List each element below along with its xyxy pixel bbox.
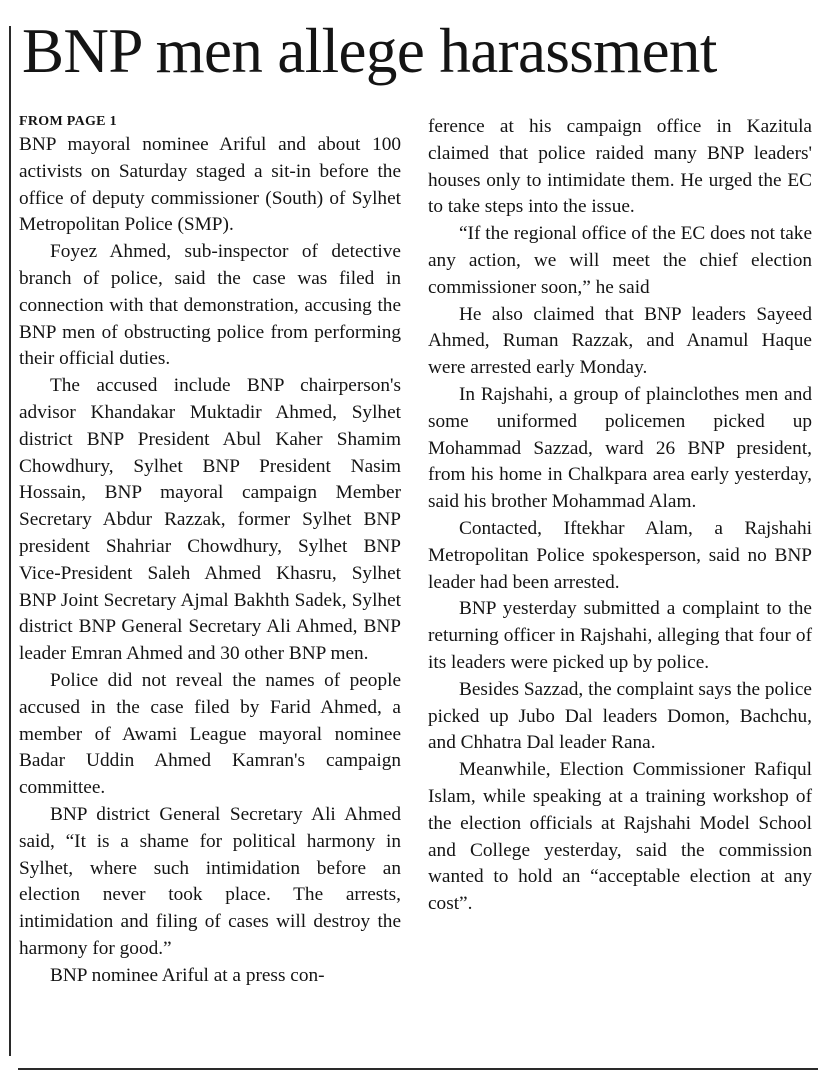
paragraph: Contacted, Iftekhar Alam, a Rajshahi Metropolitan Police spokesperson, said no BNP leader had been arrested. (428, 517, 812, 593)
paragraph: BNP yesterday submitted a complaint to the returning officer in Rajshahi, alleging that four of its leaders were picked up by police. (428, 598, 812, 673)
paragraph: In Rajshahi, a group of plainclothes men and some uniformed policemen picked up Mohammad Sazzad, ward 26 BNP president, from his home in Chalkpara area early yesterday, said his brother Mohammad Alam. (428, 383, 812, 513)
bottom-rule (18, 1068, 818, 1070)
article-column-right (428, 114, 812, 918)
paragraph: Besides Sazzad, the complaint says the police picked up Jubo Dal leaders Domon, Bachchu, and Chhatra Dal leader Rana. (428, 678, 812, 754)
paragraph: Meanwhile, Election Commissioner Rafiqul Islam, while speaking at a training workshop of the election officials at Rajshahi Model School and College yesterday, said the commission wanted to hold an “acceptable election at any cost”. (428, 759, 812, 915)
headline: BNP men allege harassment (22, 16, 717, 86)
paragraph: Foyez Ahmed, sub-inspector of detective branch of police, said the case was filed in connection with that demonstration, accusing the BNP men of obstructing police from performing their official duties. (19, 241, 401, 370)
paragraph: BNP mayoral nominee Ariful and about 100 activists on Saturday staged a sit-in before the office of deputy commissioner (South) of Sylhet Metropolitan Police (SMP). (19, 134, 401, 236)
paragraph: The accused include BNP chairperson's advisor Khandakar Muktadir Ahmed, Sylhet district BNP President Abul Kaher Shamim Chowdhury, Sylhet BNP President Nasim Hossain, BNP mayoral campaign Member Secretary Abdur Razzak, former Sylhet BNP president Shahriar Chowdhury, Sylhet BNP Vice-President Saleh Ahmed Khasru, Sylhet BNP Joint Secretary Ajmal Bakhth Sadek, Sylhet district BNP General Secretary Ali Ahmed, BNP leader Emran Ahmed and 30 other BNP men. (19, 375, 401, 665)
paragraph: He also claimed that BNP leaders Sayeed Ahmed, Ruman Razzak, and Anamul Haque were arrested early Monday. (428, 303, 812, 379)
paragraph: Police did not reveal the names of people accused in the case filed by Farid Ahmed, a member of Awami League mayoral nominee Badar Uddin Ahmed Kamran's campaign committee. (19, 669, 401, 799)
paragraph: “If the regional office of the EC does not take any action, we will meet the chief election commissioner soon,” he said (428, 223, 812, 298)
column-rule-left (9, 26, 11, 1056)
paragraph: ference at his campaign office in Kazitula claimed that police raided many BNP leaders' houses only to intimidate them. He urged the EC to take steps into the issue. (428, 116, 812, 218)
dateline: FROM PAGE 1 (19, 114, 117, 129)
paragraph: BNP nominee Ariful at a press con- (50, 964, 325, 986)
article-column-left (19, 113, 401, 990)
paragraph: BNP district General Secretary Ali Ahmed said, “It is a shame for political harmony in Sylhet, where such intimidation before an election never took place. The arrests, intimidation and filing of cases will destroy the harmony for good.” (19, 803, 401, 959)
